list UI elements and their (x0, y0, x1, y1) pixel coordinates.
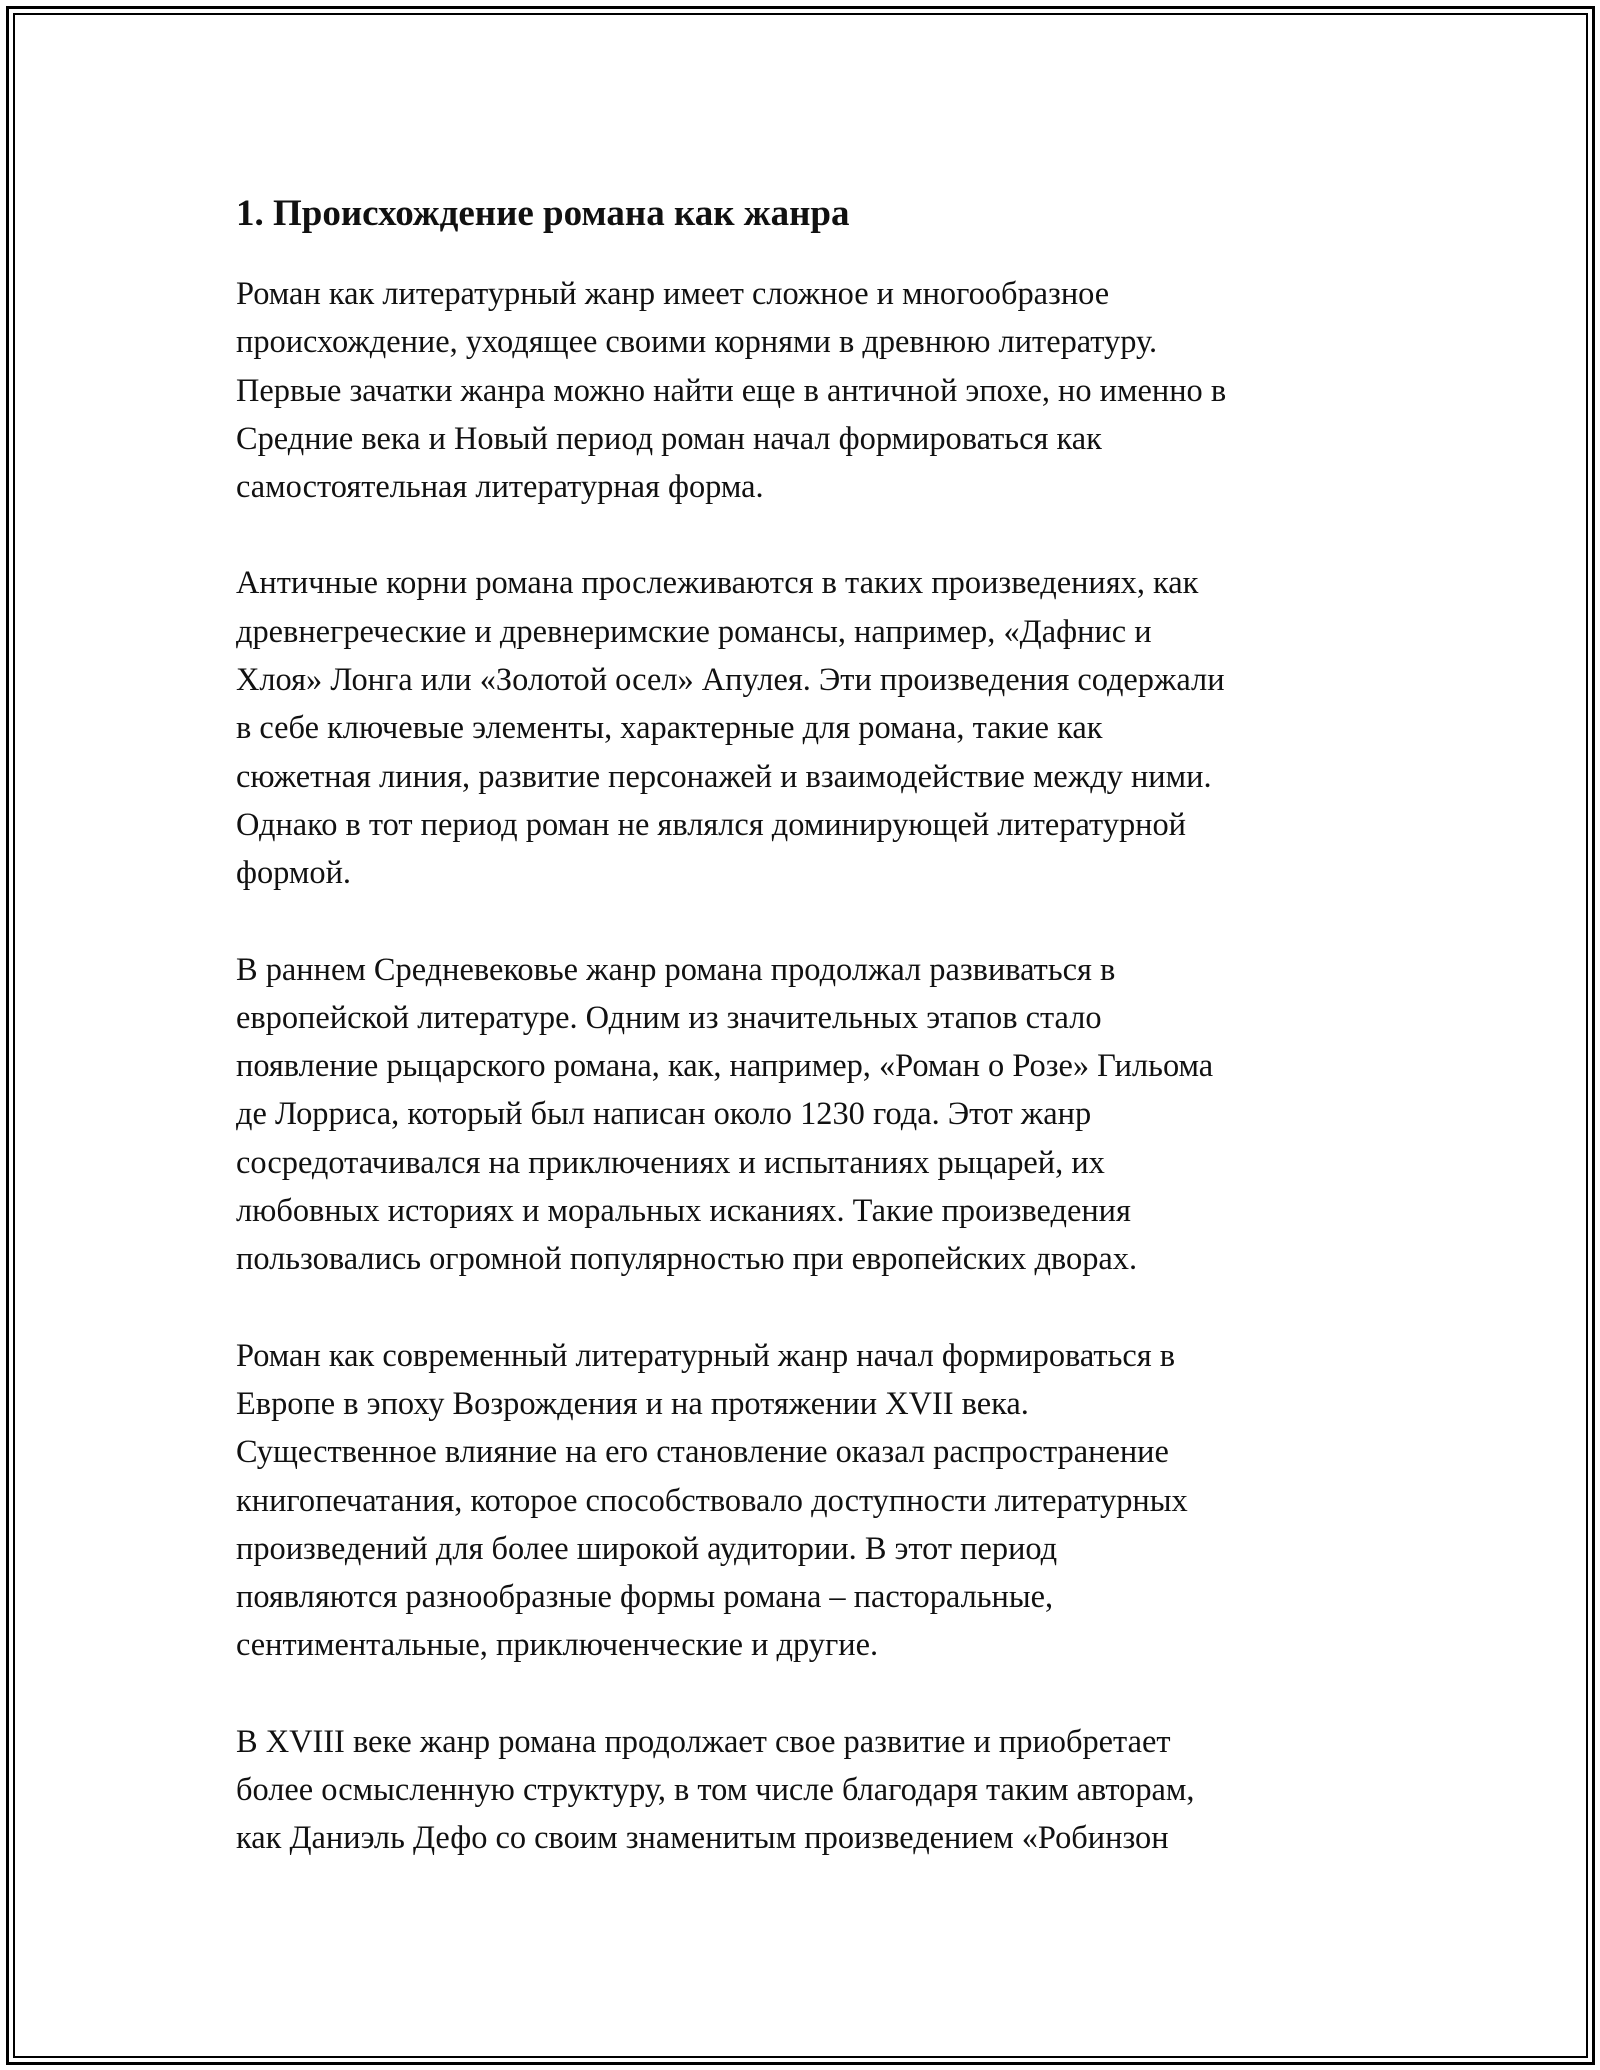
text-line: Роман как современный литературный жанр начал формироваться в (236, 1337, 1176, 1374)
text-line: В XVIII веке жанр романа продолжает свое развитие и приобретает (236, 1723, 1171, 1760)
text-line: произведений для более широкой аудитории. В этот период (236, 1530, 1058, 1567)
text-line: самостоятельная литературная форма. (236, 469, 764, 506)
paragraph-5 (236, 1718, 1396, 1863)
text-line: как Даниэль Дефо со своим знаменитым произведением «Робинзон (236, 1820, 1169, 1857)
paragraph-spacer (236, 1670, 1396, 1718)
text-line: появление рыцарского романа, как, например, «Роман о Розе» Гильома (236, 1048, 1214, 1085)
text-line: В раннем Средневековье жанр романа продолжал развиваться в (236, 951, 1116, 988)
section-heading: 1. Происхождение романа как жанра (236, 193, 850, 234)
text-line: более осмысленную структуру, в том числе благодаря таким авторам, (236, 1772, 1195, 1809)
paragraph-3 (236, 946, 1396, 1284)
text-line: сосредотачивался на приключениях и испытаниях рыцарей, их (236, 1144, 1105, 1181)
text-line: древнегреческие и древнеримские романсы, например, «Дафнис и (236, 613, 1152, 650)
text-line: де Лорриса, который был написан около 1230 года. Этот жанр (236, 1096, 1092, 1133)
text-line: Европе в эпоху Возрождения и на протяжении XVII века. (236, 1385, 1029, 1422)
paragraph-spacer (236, 898, 1396, 946)
text-line: Средние века и Новый период роман начал формироваться как (236, 420, 1102, 457)
text-line: любовных историях и моральных исканиях. Такие произведения (236, 1193, 1131, 1230)
paragraph-1 (236, 270, 1396, 511)
text-line: Существенное влияние на его становление оказал распространение (236, 1434, 1169, 1471)
text-line: Хлоя» Лонга или «Золотой осел» Апулея. Эти произведения содержали (236, 662, 1225, 699)
text-line: книгопечатания, которое способствовало доступности литературных (236, 1482, 1188, 1519)
text-line: Роман как литературный жанр имеет сложное и многообразное (236, 276, 1110, 312)
text-line: Античные корни романа прослеживаются в таких произведениях, как (236, 565, 1199, 602)
text-line: формой. (236, 855, 352, 892)
text-line: появляются разнообразные формы романа – пасторальные, (236, 1579, 1054, 1616)
text-line: Первые зачатки жанра можно найти еще в античной эпохе, но именно в (236, 372, 1227, 409)
text-line: Однако в тот период роман не являлся доминирующей литературной (236, 806, 1187, 843)
text-line: сентиментальные, приключенческие и другие. (236, 1627, 879, 1664)
text-line: происхождение, уходящее своими корнями в древнюю литературу. (236, 324, 1158, 361)
paragraph-2 (236, 559, 1396, 897)
paragraph-spacer (236, 1284, 1396, 1332)
text-line: в себе ключевые элементы, характерные для романа, такие как (236, 710, 1103, 747)
document-page (236, 188, 1396, 1863)
text-line: европейской литературе. Одним из значительных этапов стало (236, 999, 1102, 1036)
text-line: сюжетная линия, развитие персонажей и взаимодействие между ними. (236, 758, 1212, 795)
paragraph-spacer (236, 511, 1396, 559)
text-line: пользовались огромной популярностью при европейских дворах. (236, 1241, 1138, 1278)
paragraph-4 (236, 1332, 1396, 1670)
